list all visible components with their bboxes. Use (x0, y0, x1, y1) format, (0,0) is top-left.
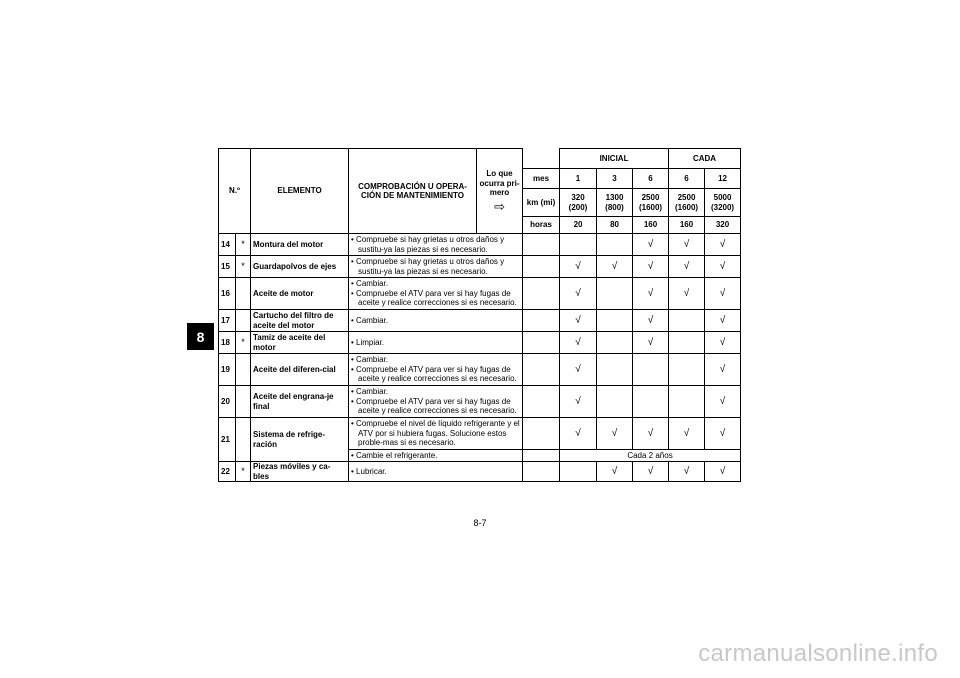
check-mark-icon: √ (633, 234, 669, 256)
row-element: Aceite de motor (251, 278, 349, 310)
bullet-item: • Compruebe el ATV para ver si hay fugas de aceite y realice correcciones si es necesario. (351, 396, 517, 416)
header-month: 6 (633, 169, 669, 189)
empty-cell (669, 354, 705, 386)
row-check-description (349, 450, 523, 462)
table-row (219, 278, 741, 310)
bullet-item: • Compruebe el nivel de líquido refrigerante y el ATV por si hubiera fugas. Solucione estos proble-mas si es necesario. (351, 419, 520, 448)
row-check-description (349, 256, 523, 278)
empty-cell (633, 354, 669, 386)
row-check-description (349, 354, 523, 386)
check-mark-icon: √ (705, 418, 741, 450)
row-number: 16 (219, 278, 236, 310)
check-mark-icon: √ (560, 310, 597, 332)
header-month: 1 (560, 169, 597, 189)
row-number: 15 (219, 256, 236, 278)
row-first-blank (523, 310, 560, 332)
header-km: 320 (200) (560, 189, 597, 217)
chapter-tab: 8 (187, 323, 214, 350)
header-hours: 20 (560, 217, 597, 234)
header-hours: 320 (705, 217, 741, 234)
check-mark-icon: √ (560, 418, 597, 450)
check-mark-icon: √ (560, 278, 597, 310)
bullet-item: • Compruebe si hay grietas u otros daños y sustitu-ya las piezas si es necesario. (351, 235, 505, 254)
arrow-right-icon: ⇨ (494, 198, 505, 214)
row-first-blank (523, 256, 560, 278)
check-mark-icon: √ (705, 234, 741, 256)
table-row (219, 256, 741, 278)
row-first-blank (523, 332, 560, 354)
empty-cell (597, 354, 633, 386)
row-first-blank (523, 386, 560, 418)
bullet-item: • Lubricar. (351, 466, 387, 476)
check-mark-icon: √ (633, 310, 669, 332)
row-number: 22 (219, 462, 236, 482)
table-row (219, 310, 741, 332)
header-month: 6 (669, 169, 705, 189)
check-mark-icon: √ (669, 256, 705, 278)
check-mark-icon: √ (705, 256, 741, 278)
check-mark-icon: √ (633, 462, 669, 482)
empty-cell (560, 462, 597, 482)
check-mark-icon: √ (705, 386, 741, 418)
empty-cell (597, 310, 633, 332)
check-mark-icon: √ (633, 278, 669, 310)
row-element: Montura del motor (251, 234, 349, 256)
row-element: Guardapolvos de ejes (251, 256, 349, 278)
header-km: 5000 (3200) (705, 189, 741, 217)
empty-cell (597, 234, 633, 256)
table-row (219, 386, 741, 418)
check-mark-icon: √ (560, 256, 597, 278)
check-mark-icon: √ (633, 256, 669, 278)
table-row (219, 234, 741, 256)
table-row (219, 332, 741, 354)
header-hours-label: horas (523, 217, 560, 234)
empty-cell (597, 278, 633, 310)
bullet-item: • Cambiar. (351, 387, 389, 397)
row-check-description (349, 418, 523, 450)
header-hours: 80 (597, 217, 633, 234)
bullet-item: • Cambiar. (351, 355, 389, 365)
row-star: * (236, 462, 251, 482)
row-element: Cartucho del filtro de aceite del motor (251, 310, 349, 332)
watermark: carmanualsonline.info (698, 640, 938, 667)
row-star: * (236, 234, 251, 256)
row-element: Aceite del engrana-je final (251, 386, 349, 418)
row-star (236, 386, 251, 418)
row-number: 17 (219, 310, 236, 332)
row-number: 18 (219, 332, 236, 354)
row-element: Tamiz de aceite del motor (251, 332, 349, 354)
row-star (236, 418, 251, 462)
header-no: N.º (219, 149, 251, 234)
empty-cell (669, 310, 705, 332)
header-hours: 160 (669, 217, 705, 234)
row-element: Piezas móviles y ca-bles (251, 462, 349, 482)
row-element: Aceite del diferen-cial (251, 354, 349, 386)
bullet-item: • Cambiar. (351, 279, 389, 289)
row-number: 19 (219, 354, 236, 386)
header-hours: 160 (633, 217, 669, 234)
bullet-item: • Compruebe el ATV para ver si hay fugas de aceite y realice correcciones si es necesario. (351, 288, 517, 308)
check-mark-icon: √ (597, 256, 633, 278)
maintenance-table (218, 148, 741, 482)
check-mark-icon: √ (560, 332, 597, 354)
header-element: ELEMENTO (251, 149, 349, 234)
row-first-blank (523, 450, 560, 462)
header-km: 2500 (1600) (633, 189, 669, 217)
check-mark-icon: √ (560, 354, 597, 386)
empty-cell (633, 386, 669, 418)
row-star (236, 354, 251, 386)
check-mark-icon: √ (633, 332, 669, 354)
empty-cell (669, 386, 705, 418)
page-number: 8-7 (473, 518, 487, 528)
row-star (236, 310, 251, 332)
check-mark-icon: √ (560, 386, 597, 418)
row-check-description (349, 310, 523, 332)
check-mark-icon: √ (597, 462, 633, 482)
row-first-blank (523, 418, 560, 450)
check-mark-icon: √ (705, 462, 741, 482)
row-first-blank (523, 354, 560, 386)
empty-cell (597, 386, 633, 418)
header-mes-label: mes (523, 169, 560, 189)
bullet-item: • Compruebe el ATV para ver si hay fugas de aceite y realice correcciones si es necesario. (351, 364, 517, 384)
check-mark-icon: √ (705, 310, 741, 332)
check-mark-icon: √ (705, 354, 741, 386)
check-mark-icon: √ (633, 418, 669, 450)
empty-cell (597, 332, 633, 354)
check-mark-icon: √ (669, 234, 705, 256)
row-number: 20 (219, 386, 236, 418)
row-star: * (236, 332, 251, 354)
bullet-item: • Compruebe si hay grietas u otros daños y sustitu-ya las piezas si es necesario. (351, 257, 505, 276)
bullet-item: • Cambiar. (351, 315, 389, 325)
table-row (219, 354, 741, 386)
row-check-description (349, 278, 523, 310)
header-check: COMPROBACIÓN U OPERA-CIÓN DE MANTENIMIENTO (349, 149, 477, 234)
row-star (236, 278, 251, 310)
header-initial: INICIAL (560, 149, 669, 169)
check-mark-icon: √ (669, 418, 705, 450)
empty-cell (669, 332, 705, 354)
table-row (219, 462, 741, 482)
check-mark-icon: √ (669, 278, 705, 310)
header-km-label: km (mi) (523, 189, 560, 217)
row-star: * (236, 256, 251, 278)
header-first-label: Lo que ocurra pri-mero (479, 169, 520, 198)
bullet-item: • Cambie el refrigerante. (351, 450, 438, 460)
check-mark-icon: √ (705, 332, 741, 354)
row-check-description (349, 386, 523, 418)
row-number: 21 (219, 418, 236, 462)
interval-text: Cada 2 años (560, 450, 741, 462)
row-first-blank (523, 462, 560, 482)
row-first-blank (523, 234, 560, 256)
row-first-blank (523, 278, 560, 310)
header-km: 2500 (1600) (669, 189, 705, 217)
header-month: 3 (597, 169, 633, 189)
check-mark-icon: √ (669, 462, 705, 482)
table-row (219, 418, 741, 450)
row-number: 14 (219, 234, 236, 256)
row-check-description (349, 234, 523, 256)
row-check-description (349, 462, 523, 482)
empty-cell (560, 234, 597, 256)
header-month: 12 (705, 169, 741, 189)
header-first (477, 149, 523, 234)
bullet-item: • Limpiar. (351, 337, 385, 347)
header-km: 1300 (800) (597, 189, 633, 217)
row-check-description (349, 332, 523, 354)
check-mark-icon: √ (597, 418, 633, 450)
row-element: Sistema de refrige-ración (251, 418, 349, 462)
check-mark-icon: √ (705, 278, 741, 310)
header-every: CADA (669, 149, 741, 169)
